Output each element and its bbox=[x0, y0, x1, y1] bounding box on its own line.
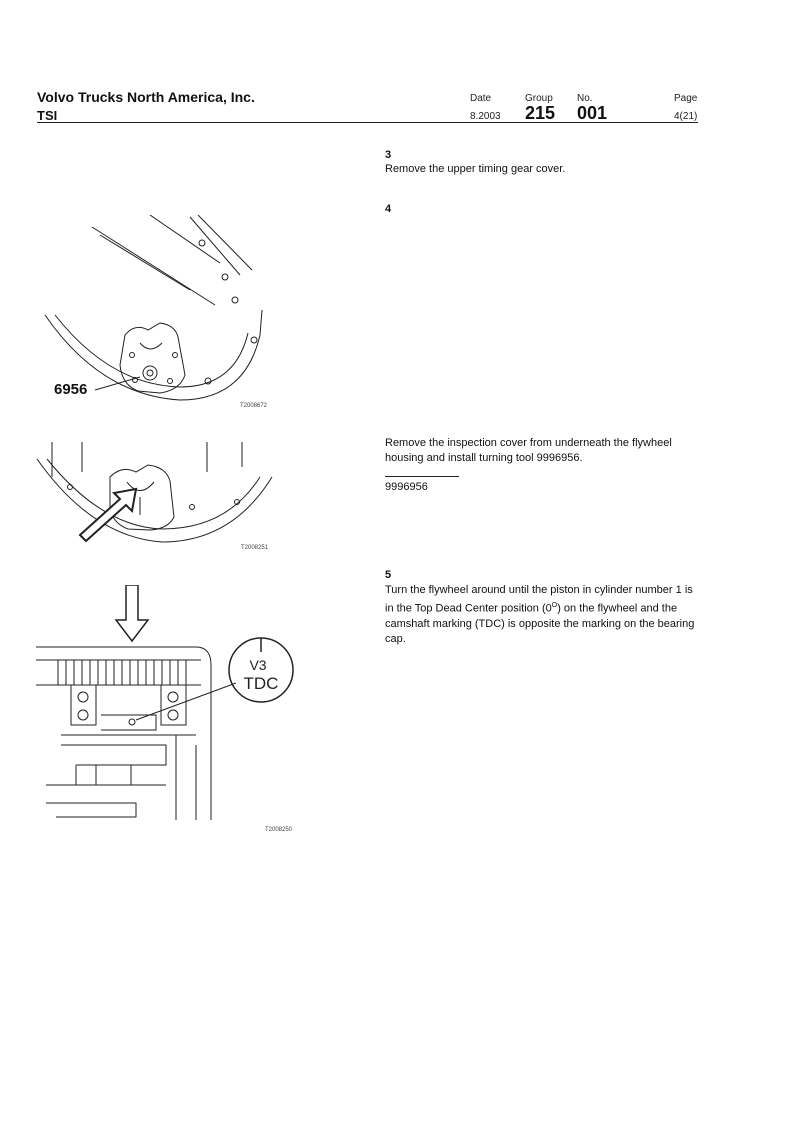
header-rule bbox=[37, 122, 698, 123]
tdc-label-bottom: TDC bbox=[243, 674, 279, 693]
page-value: 4(21) bbox=[674, 111, 698, 122]
figure-2-drawing bbox=[32, 437, 282, 557]
step-5-text: Turn the flywheel around until the piston in cylinder number 1 is in the Top Dead Center position $(0^O)$ on the flywheel and the camshaft marking (TDC) is opposite the marking on the bearing cap. bbox=[385, 584, 695, 645]
company-name: Volvo Trucks North America, Inc. bbox=[37, 89, 255, 105]
step-5-number: 5 bbox=[385, 569, 392, 581]
group-label: Group bbox=[525, 93, 553, 104]
figure-2-code: T2008251 bbox=[241, 545, 269, 551]
tool-rule bbox=[385, 476, 459, 477]
figure-inspection-cover bbox=[32, 437, 282, 557]
figure-1-code: T2008672 bbox=[240, 403, 268, 409]
step-3-number: 3 bbox=[385, 149, 392, 161]
page-label: Page bbox=[674, 93, 698, 104]
figure-tdc-marking bbox=[36, 585, 306, 825]
step-4-number: 4 bbox=[385, 203, 392, 215]
number-label: No. bbox=[577, 93, 593, 104]
step-3-text: Remove the upper timing gear cover. bbox=[385, 163, 566, 175]
date-value: 8.2003 bbox=[470, 111, 501, 122]
number-value: 001 bbox=[577, 103, 608, 123]
group-value: 215 bbox=[525, 103, 556, 123]
figure-3-drawing bbox=[36, 585, 306, 825]
document-type: TSI bbox=[37, 108, 58, 123]
step-4-text: Remove the inspection cover from underneath the flywheel housing and install turning tool 9996956. bbox=[385, 437, 672, 464]
tool-number: 9996956 bbox=[385, 481, 428, 493]
date-label: Date bbox=[470, 93, 492, 104]
figure-3-code: T2008250 bbox=[265, 827, 293, 833]
figure-1-callout: 6956 bbox=[54, 381, 88, 398]
tdc-label-top: V3 bbox=[249, 657, 267, 673]
